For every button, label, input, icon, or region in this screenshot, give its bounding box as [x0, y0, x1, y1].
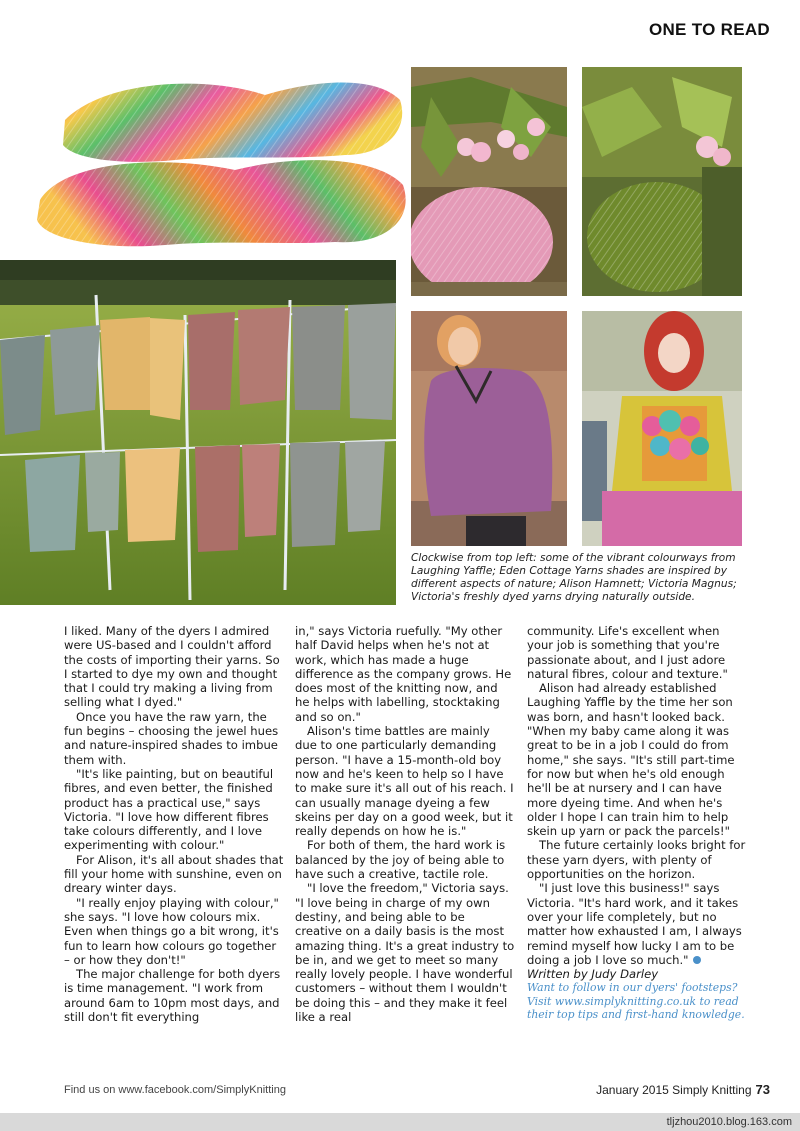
photo-caption: Clockwise from top left: some of the vibrant colourways from Laughing Yaffle; Eden Cottage Yarns shades are inspired by different aspects of nature; Alison Hamnett; Victoria Magnus; Victoria's freshly dyed yarns drying naturally outside.: [411, 552, 737, 603]
paragraph: "I really enjoy playing with colour," she says. "I love how colours mix. Even when things go a bit wrong, it's fun to learn how colours go together – or how they don't!": [64, 895, 279, 967]
paragraph: I liked. Many of the dyers I admired were US-based and I couldn't afford the costs of importing their yarns. So I started to dye my own and thought that I could try making a living from selling what I dyed.": [64, 624, 280, 710]
article-column-1: [64, 624, 284, 1024]
paragraph: For Alison, it's all about shades that fill your home with sunshine, even on dreary winter days.: [64, 852, 284, 896]
yarn-drying-outside-photo: [0, 260, 396, 605]
pink-yarn-blossom-photo: [411, 67, 567, 296]
paragraph: Alison's time battles are mainly due to one particularly demanding person. "I have a 15-month-old boy now and he's keen to help so I have to make sure it's all out of his reach. I can usually manage dyeing a few skeins per day on a good week, but it really depends on how he is.": [295, 724, 514, 839]
footer-issue-label: January 2015 Simply Knitting: [596, 1083, 752, 1097]
page-number: 73: [755, 1082, 770, 1097]
article-column-2: [295, 624, 515, 1024]
paragraph: "I just love this business!" says Victoria. "It's hard work, and it takes over your life completely, but no matter how exhausted I am, I always remind myself how lucky I am to be doing a job I love so much.": [527, 881, 742, 967]
paragraph: "I love the freedom," Victoria says. "I love being in charge of my own destiny, and being able to be creative on a daily basis is the most amazing thing. It's a great industry to be in, and we get to meet so many really lovely people. I have wonderful customers – without them I wouldn't be doing this – and they make it feel like a real: [295, 881, 515, 1025]
paragraph: community. Life's excellent when your job is something that you're passionate about, and I just adore natural fibres, colour and texture.": [527, 624, 728, 681]
paragraph: Once you have the raw yarn, the fun begins – choosing the jewel hues and nature-inspired shades to imbue them with.: [64, 709, 279, 767]
paragraph: in," says Victoria ruefully. "My other half David helps when he's not at work, which has made a huge difference as the company grows. He does most of the knitting now, and he helps with labelling, stocktaking and so on.": [295, 624, 512, 724]
paragraph: The future certainly looks bright for these yarn dyers, with plenty of opportunities on the horizon.: [527, 838, 746, 882]
watermark: tljzhou2010.blog.163.com: [0, 1113, 800, 1131]
rainbow-yarn-skeins-photo: [25, 60, 410, 255]
paragraph-final: [527, 881, 747, 967]
green-yarn-leaves-photo: [582, 67, 742, 296]
paragraph: The major challenge for both dyers is time management. "I work from around 6am to 10pm most days, and still don't fit everything: [64, 967, 281, 1025]
paragraph: For both of them, the hard work is balanced by the joy of being able to have such a creative, tactile role.: [295, 838, 506, 882]
byline: Written by Judy Darley: [527, 967, 659, 982]
end-mark-icon: [693, 956, 701, 964]
section-title: ONE TO READ: [648, 20, 770, 39]
paragraph: "It's like painting, but on beautiful fibres, and even better, the finished product has a practical use," says Victoria. "I love how different fibres take colours differently, and I love experimenting with colour.": [64, 766, 274, 853]
footer-facebook: Find us on www.facebook.com/SimplyKnitting: [64, 1084, 286, 1096]
victoria-magnus-photo: [582, 311, 742, 546]
alison-hamnett-photo: [411, 311, 567, 546]
footer-issue: [596, 1082, 770, 1097]
article-column-3: [527, 624, 747, 1022]
paragraph: Alison had already established Laughing Yaffle by the time her son was born, and hasn't looked back. "When my baby came along it was great to be in a job I could do from home," she says. "It's still part-time for now but when he's old enough he'll be at nursery and I can have more dyeing time. And when he's older I hope I can train him to help skein up yarn or pack the parcels!": [527, 681, 735, 839]
promo-text: Want to follow in our dyers' footsteps? Visit www.simplyknitting.co.uk to read their top tips and first-hand knowledge.: [527, 981, 745, 1022]
